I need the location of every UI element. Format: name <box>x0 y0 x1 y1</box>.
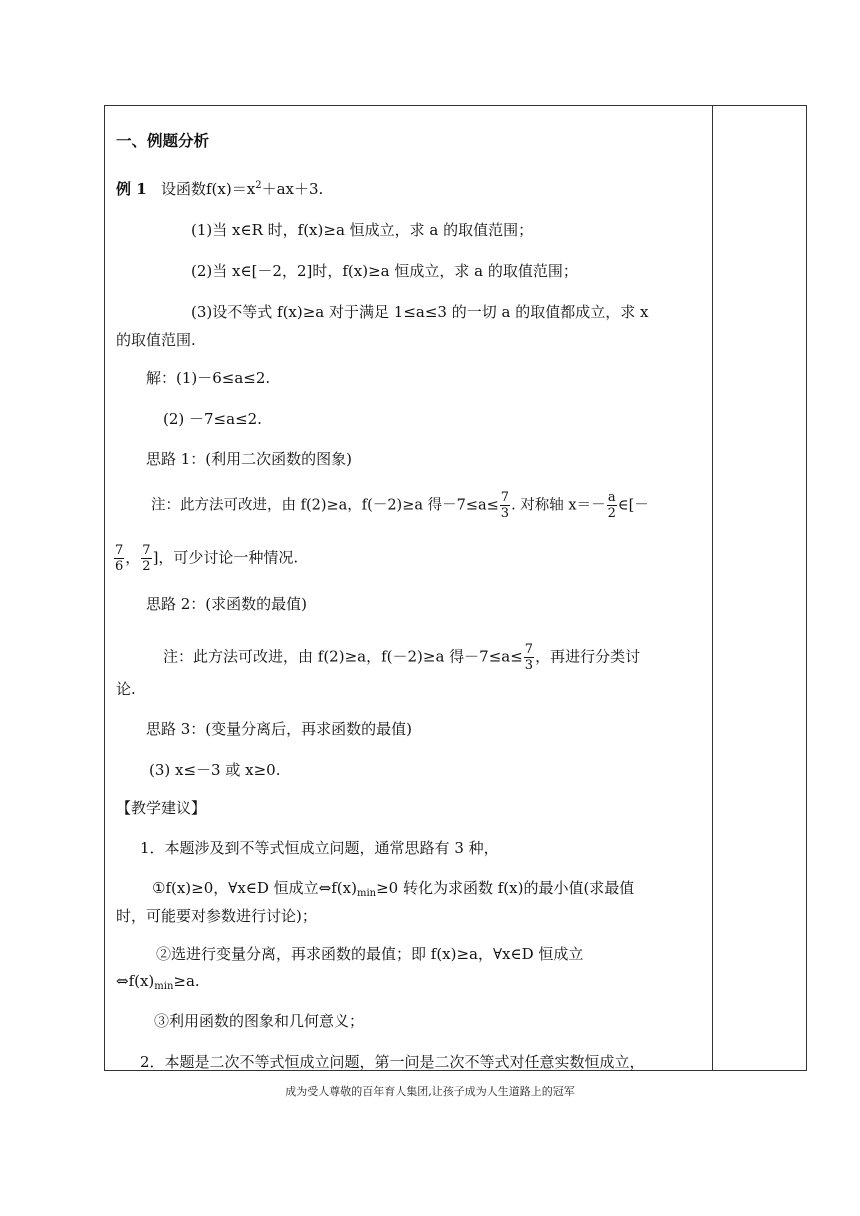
note-1-line-2 <box>113 543 298 574</box>
note-1-line-1 <box>151 490 649 521</box>
fraction-7-3 <box>500 490 510 521</box>
fraction-7-3 <box>524 642 534 673</box>
method-1-line-2: 时，可能要对参数进行讨论)； <box>116 907 317 925</box>
note-2-b: ，再进行分类讨 <box>535 647 641 666</box>
teaching-point-1: 1．本题涉及到不等式恒成立问题，通常思路有 3 种， <box>140 839 499 857</box>
method-2-line-1: ②选进行变量分离，再求函数的最值；即 f(x)≥a，∀x∈D 恒成立 <box>156 945 584 963</box>
idea-2: 思路 2：(求函数的最值) <box>146 595 308 613</box>
question-3-line-2: 的取值范围. <box>116 331 196 349</box>
fraction-denominator: 3 <box>500 506 510 521</box>
fraction-numerator: 7 <box>142 543 151 558</box>
solution-2: (2) －7≤a≤2. <box>163 410 262 428</box>
note-1-c: ∈[－ <box>617 497 649 514</box>
stem-rest: ＋ax＋3. <box>261 180 324 198</box>
question-1-b: f(x)≥a 恒成立，求 a 的取值范围； <box>297 221 534 239</box>
note-1-b: . 对称轴 x＝－ <box>511 497 606 514</box>
teaching-point-2: 2．本题是二次不等式恒成立问题，第一问是二次不等式对任意实数恒成立， <box>140 1053 645 1071</box>
method-1-line-1 <box>152 878 634 898</box>
question-2 <box>191 261 578 281</box>
example-label: 例 1 <box>116 180 147 198</box>
question-2-a: (2)当 x∈[－2，2]时， <box>191 262 343 280</box>
stem-prefix: 设函数 <box>160 180 206 198</box>
question-1-a: (1)当 x∈R 时， <box>191 221 298 239</box>
method-1-b: ≥0 转化为求函数 f(x)的最小值(求最值 <box>376 879 635 897</box>
note-2-line-2: 论. <box>116 680 136 698</box>
fraction-numerator: 7 <box>524 642 534 657</box>
table-frame <box>104 105 807 1071</box>
fraction-denominator: 2 <box>142 559 151 574</box>
fraction-numerator: 7 <box>115 543 124 558</box>
idea-1: 思路 1：(利用二次函数的图象) <box>146 450 353 468</box>
fraction-denominator: 2 <box>607 506 616 521</box>
section-title: 一、例题分析 <box>116 132 210 150</box>
note-1-a: 注：此方法可改进，由 f(2)≥a，f(－2)≥a 得－7≤a≤ <box>151 497 499 514</box>
fraction-7-2 <box>141 543 151 574</box>
teaching-title: 【教学建议】 <box>116 799 207 817</box>
page-footer: 成为受人尊敬的百年育人集团,让孩子成为人生道路上的冠军 <box>285 1085 575 1098</box>
question-3-line-1: (3)设不等式 f(x)≥a 对于满足 1≤a≤3 的一切 a 的取值都成立，求 x <box>191 303 649 321</box>
note-2-a: 注：此方法可改进，由 f(2)≥a，f(－2)≥a 得－7≤a≤ <box>163 647 523 666</box>
min-subscript: min <box>356 888 377 899</box>
fraction-7-6 <box>114 543 124 574</box>
fraction-denominator: 3 <box>524 658 534 673</box>
note-1-d: ]，可少讨论一种情况. <box>152 548 299 567</box>
stem-exp: 2 <box>255 180 262 191</box>
note-1-comma: ， <box>125 548 141 567</box>
example-stem <box>116 179 323 199</box>
method-2-line-2 <box>116 971 200 991</box>
min-subscript: min <box>154 981 174 992</box>
solution-3: (3) x≤－3 或 x≥0. <box>149 761 281 779</box>
solution-1: 解：(1)－6≤a≤2. <box>146 369 271 387</box>
method-3: ③利用函数的图象和几何意义； <box>154 1012 365 1030</box>
method-1-a: ①f(x)≥0，∀x∈D 恒成立⇔f(x) <box>152 879 357 897</box>
column-divider <box>712 105 713 1071</box>
fraction-denominator: 6 <box>115 559 124 574</box>
idea-3: 思路 3：(变量分离后，再求函数的最值) <box>146 720 413 738</box>
method-2-b: ≥a. <box>173 972 200 990</box>
method-2-a: ⇔f(x) <box>116 972 155 990</box>
fraction-numerator: 7 <box>500 490 510 505</box>
fraction-numerator: a <box>607 490 616 505</box>
fraction-a-2 <box>607 490 617 521</box>
note-2-line-1 <box>163 642 640 673</box>
stem-eq: ＝x <box>231 180 256 198</box>
question-1 <box>191 220 533 240</box>
stem-fx: f(x) <box>206 180 232 198</box>
question-2-b: f(x)≥a 恒成立，求 a 的取值范围； <box>342 262 578 280</box>
